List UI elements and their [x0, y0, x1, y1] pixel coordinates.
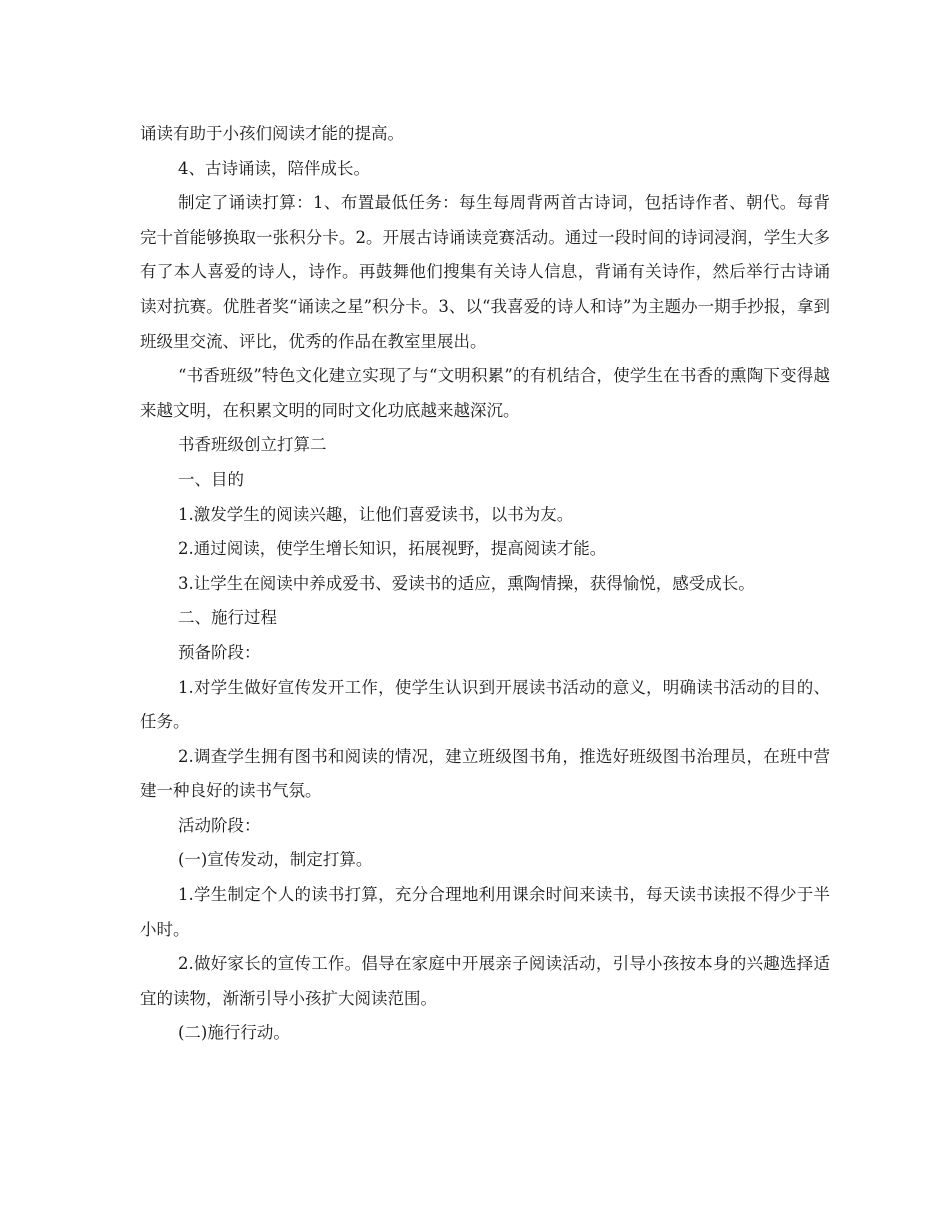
heading-publicity: (一)宣传发动，制定打算。 [178, 850, 373, 870]
heading-process: 二、施行过程 [178, 608, 277, 628]
document-body [140, 117, 830, 1051]
activity-item-2: 2.做好家长的宣传工作。倡导在家庭中开展亲子阅读活动，引导小孩按本身的兴趣选择适宜的读物，渐渐引导小孩扩大阅读范围。 [140, 954, 830, 1008]
heading-prep-stage: 预备阶段： [178, 642, 261, 662]
purpose-item-3: 3.让学生在阅读中养成爱书、爱读书的适应，熏陶情操，获得愉悦，感受成长。 [178, 573, 755, 593]
purpose-item-1: 1.激发学生的阅读兴趣，让他们喜爱读书，以书为友。 [178, 504, 574, 524]
prep-item-2: 2.调查学生拥有图书和阅读的情况，建立班级图书角，推选好班级图书治理员，在班中营建一种良好的读书气氛。 [140, 746, 830, 801]
paragraph-3: “书香班级”特色文化建立实现了与“文明积累”的有机结合，使学生在书香的熏陶下变得越来越文明，在积累文明的同时文化功底越来越深沉。 [140, 366, 830, 420]
paragraph-1: 4、古诗诵读，陪伴成长。 [178, 158, 370, 178]
purpose-item-2: 2.通过阅读，使学生增长知识，拓展视野，提高阅读才能。 [178, 539, 607, 559]
prep-item-1: 1.对学生做好宣传发开工作，使学生认识到开展读书活动的意义，明确读书活动的目的、任务。 [140, 677, 830, 732]
heading-purpose: 一、目的 [178, 469, 244, 489]
paragraph-0: 诵读有助于小孩们阅读才能的提高。 [140, 124, 404, 143]
paragraph-2: 制定了诵读打算：1、布置最低任务：每生每周背两首古诗词，包括诗作者、朝代。每背完十首能够换取一张积分卡。2。开展古诗诵读竞赛活动。通过一段时间的诗词浸润，学生大多有了本人喜爱的诗人，诗作。再鼓舞他们搜集有关诗人信息，背诵有关诗作，然后举行古诗诵读对抗赛。优胜者奖“诵读之星”积分卡。3、以“我喜爱的诗人和诗”为主题办一期手抄报，拿到班级里交流、评比，优秀的作品在教室里展出。 [140, 193, 830, 351]
activity-item-1: 1.学生制定个人的读书打算，充分合理地利用课余时间来读书，每天读书读报不得少于半小时。 [140, 885, 830, 939]
section-title: 书香班级创立打算二 [178, 435, 327, 455]
heading-implementation: (二)施行行动。 [178, 1023, 290, 1043]
heading-activity-stage: 活动阶段： [178, 815, 261, 835]
